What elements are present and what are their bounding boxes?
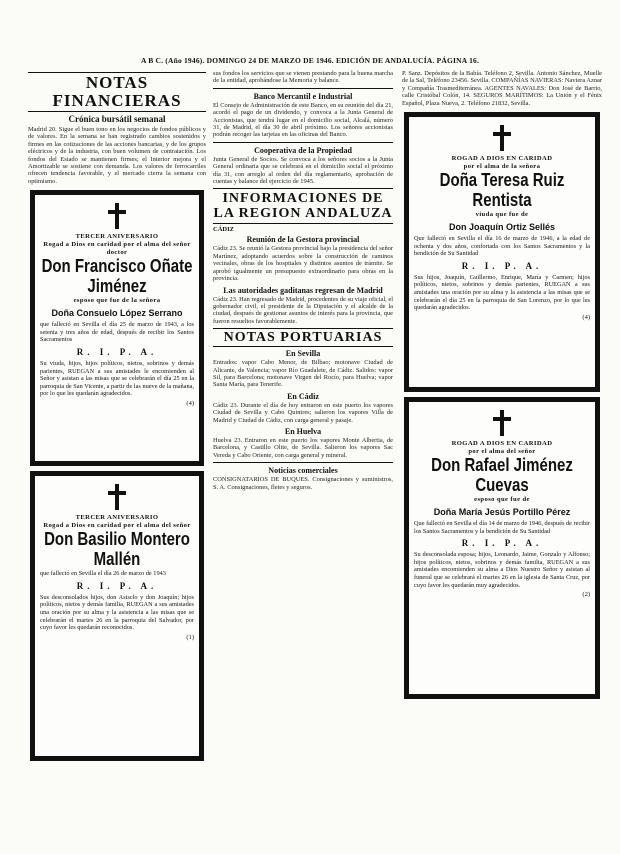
obituary-mark: (4) [582, 313, 590, 321]
obituary-relation: viuda que fue de [475, 211, 529, 219]
obituary-details: Que falleció en Sevilla el día 16 de marzo de 1946, a la edad de ochenta y dos años, confortada con los Santos Sacramentos y la bendición de Su Santidad [414, 235, 590, 258]
obituary-intro: Rogad a Dios en caridad por el alma del señor doctor [43, 241, 191, 257]
column-center [213, 70, 393, 846]
obituary-rip: R. I. P. A. [76, 580, 158, 591]
article-title: En Cádiz [287, 391, 319, 401]
column-right [402, 70, 602, 846]
obituary-notice [404, 397, 600, 699]
obituary-intro: Rogad a Dios en caridad por el alma del señor [43, 522, 191, 530]
article-body: CONSIGNATARIOS DE BUQUES. Consignaciones y suministros, S. A. Consignaciones, fletes y seguros. [213, 476, 393, 491]
article-title: Cooperativa de la Propiedad [254, 145, 352, 155]
article-body: Cádiz 23. Han regresado de Madrid, procedentes de su viaje oficial, el gobernador civil, el presidente de la Diputación y el alcalde de la ciudad, después de gestionar asuntos de interés para la provincia, que fueron resueltos favorablemente. [213, 295, 393, 325]
obituary-rip: R. I. P. A. [76, 347, 158, 358]
obituary-body: Su desconsolada esposa; hijos, Leonardo, Jaime, Gonzalo y Alfonso; hijos políticos, nietos, sobrinos y demás familia, RUEGAN a sus amistades encomienden su alma a Dios Nuestro Señor y asistan al funeral que se celebrará el martes 26 en la iglesia de Santa Cruz, por cuyo favor les quedarán muy agradecidos. [414, 551, 590, 589]
section-title-financial: NOTAS FINANCIERAS [28, 72, 206, 112]
page-header: A B C. (Año 1946). DOMINGO 24 DE MARZO DE 1946. EDICIÓN DE ANDALUCÍA. PÁGINA 16. [140, 56, 480, 65]
cross-icon [108, 203, 126, 229]
obituary-name: Don Francisco Oñate Jiménez [41, 256, 193, 298]
obituary-body: Sus desconsolados hijos, don Asisclo y don Joaquín; hijos políticos, nietos y demás familia, RUEGAN a sus amistades una oración por su alma y la asistencia a las misas que se celebrarán el martes 26 en la parroquia del Salvador, por cuyo favor les quedarán reconocidos. [40, 593, 194, 632]
article-body: Junta General de Socios. Se convoca a los señores socios a la Junta General ordinaria que se celebrará en el domicilio social el próximo día 31, con arreglo al orden del día reglamentario, aprobación de cuentas y balance del ejercicio de 1945. [213, 155, 393, 186]
article-body: P. Sanz. Depósitos de la Bahía. Teléfono 2, Sevilla. Antonio Sánchez, Muelle de la Sal, Teléfono 23456. Sevilla. COMPAÑÍAS NAVIERAS: Naviera Aznar y Compañía Trasmediterránea. AGENTES NAVALES: Don José de Barrio, calle Cristóbal Colón, 14. SEGUROS MARÍTIMOS: La Unión y el Fénix Español, Plaza Nueva, 2. Teléfono 21832, Sevilla. [402, 70, 602, 107]
section-title-region: INFORMACIONES DE LA REGION ANDALUZA [213, 188, 393, 224]
obituary-notice [30, 190, 204, 466]
article-title: Crónica bursátil semanal [68, 114, 166, 124]
article-body: Madrid 20. Sigue el buen tono en los negocios de fondos públicos y de valores. En la semana se han registrado cambios sostenidos y firmes en las cotizaciones de las acciones bancarias, y de los grupos eléctricos y de la industria, con buen volumen de contratación. Los fondos del Estado se mantienen firmes; el Interior mejora y el Amortizable se sostiene con demanda. Los valores de ferrocarriles ofrecen tendencia favorable, y el mercado cierra la semana con optimismo. [28, 126, 206, 185]
obituary-body: Su viuda, hijos, hijos políticos, nietos, sobrinos y demás parientes, RUEGAN a sus amistades le encomienden al Señor y asistan a las misas que se celebrarán el día 25 en la parroquia de San Vicente, a partir de las nueve de la mañana, por lo que les quedarán agradecidos. [40, 360, 194, 398]
obituary-relation: esposo que fue de [474, 496, 530, 504]
article-title: En Huelva [284, 426, 322, 436]
article-body: Entrados: vapor Cabo Menor, de Bilbao; motonave Ciudad de Alicante, de Valencia; vapor Río Guadalete, de Cádiz. Salidos: vapor Sil, para Barcelona; motonave Virgen del Rocío, para Huelva; vapor Santa María, para Tenerife. [213, 359, 393, 389]
cross-icon [493, 125, 511, 151]
obituary-heading: TERCER ANIVERSARIO [75, 233, 159, 241]
obituary-mark: (1) [186, 633, 194, 641]
article-body: Huelva 23. Entraron en este puerto los vapores Monte Albertia, de Barcelona, y Castillo Olite, de Sevilla. Salieron los vapores Sac Vereda y Cabo Oriente, con carga general y mineral. [213, 436, 393, 459]
obituary-name: Don Basilio Montero Mallén [44, 529, 190, 571]
obituary-mark: (2) [582, 591, 590, 599]
cross-icon [108, 484, 126, 510]
section-title-ports: NOTAS PORTUARIAS [213, 328, 393, 347]
obituary-relation: esposo que fue de la señora [73, 297, 161, 305]
article-title: En Sevilla [285, 349, 321, 359]
article-body: Cádiz 23. Se reunió la Gestora provincial bajo la presidencia del señor Martínez, adoptando acuerdos sobre la construcción de caminos vecinales, obras de los hospitales y distintos asuntos de trámite. Se aprobó igualmente un presupuesto extraordinario para obras en la provincia. [213, 245, 393, 283]
obituary-details: que falleció en Sevilla el día 26 de marzo de 1943 [40, 570, 166, 578]
article-body: Cádiz 23. Durante el día de hoy entraron en este puerto los vapores Ciudad de Sevilla y Cabo Quintres; salieron los vapores Villa de Madrid y Ciudad de Cádiz, con carga general y pasaje. [213, 401, 393, 424]
article-title: Banco Mercantil e Industrial [253, 91, 353, 101]
obituary-heading: ROGAD A DIOS EN CARIDAD [451, 155, 553, 163]
obituary-details: Que falleció en Sevilla el día 14 de marzo de 1946, después de recibir los Santos Sacramentos y la bendición de Su Santidad [414, 520, 590, 535]
article-title: Noticias comerciales [268, 466, 338, 476]
column-left [28, 70, 206, 846]
obituary-spouse: Don Joaquín Ortiz Sellés [448, 222, 556, 233]
obituary-name: Doña Teresa Ruiz Rentista [439, 169, 565, 212]
obituary-rip: R. I. P. A. [461, 260, 543, 271]
dateline: CÁDIZ [213, 226, 234, 234]
obituary-body: Sus hijos, Joaquín, Guillermo, Enrique, María y Carmen; hijos políticos, nietos, sobrinos y demás parientes, RUEGAN a sus amistades una oración por su alma y la asistencia a las misas que se celebrarán el día 25 en la parroquia de San Lorenzo, por lo que les quedarán agradecidos. [414, 273, 590, 312]
obituary-mark: (4) [186, 400, 194, 407]
obituary-rip: R. I. P. A. [461, 538, 543, 549]
obituary-spouse: Doña María Jesús Portillo Pérez [433, 507, 571, 518]
obituary-spouse: Doña Consuelo López Serrano [51, 308, 183, 319]
article-title: Reunión de la Gestora provincial [246, 235, 360, 245]
article-body: sus fondos los servicios que se vienen prestando para la buena marcha de la entidad, aprobándose la Memoria y balance. [213, 70, 393, 85]
obituary-intro: por el alma de la señora [463, 163, 541, 171]
obituary-details: que falleció en Sevilla el día 25 de marzo de 1943, a los setenta y tres años de edad, después de recibir los Santos Sacramentos [40, 321, 194, 344]
cross-icon [493, 410, 511, 436]
article-title: Las autoridades gaditanas regresan de Madrid [223, 285, 383, 295]
article-body: El Consejo de Administración de este Banco, en su reunión del día 21, acordó el pago de un dividendo, y convoca a la Junta General de Accionistas, que tendrá lugar en el domicilio social, Alcalá, número 31, de Madrid, el día 30 de abril próximo. Los señores accionistas podrán recoger las tarjetas en las oficinas del Banco. [213, 101, 393, 139]
obituary-heading: ROGAD A DIOS EN CARIDAD [451, 440, 553, 448]
obituary-notice [404, 112, 600, 392]
obituary-heading: TERCER ANIVERSARIO [75, 514, 159, 522]
obituary-intro: por el alma del señor [468, 448, 536, 456]
obituary-notice [30, 471, 204, 761]
obituary-name: Don Rafael Jiménez Cuevas [431, 454, 573, 497]
